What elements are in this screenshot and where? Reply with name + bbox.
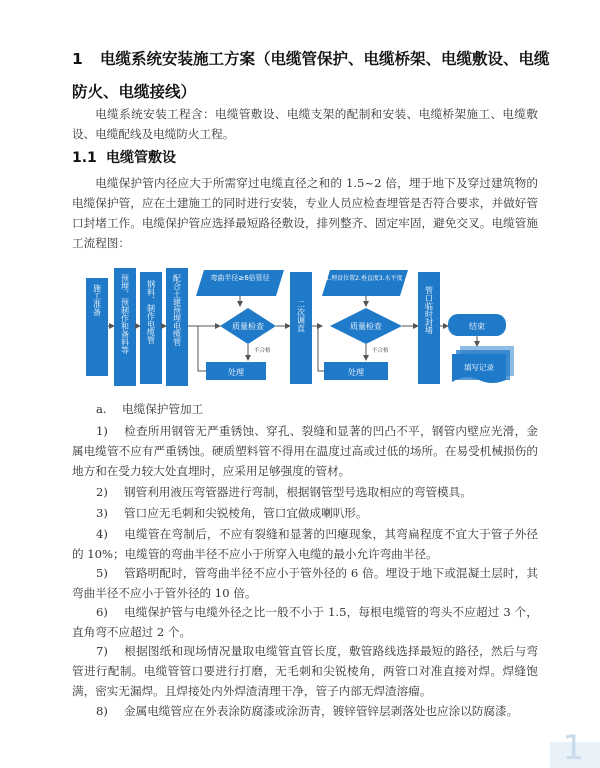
list-item: 4) 电缆管在弯制后，不应有裂缝和显著的凹瘪现象，其弯扁程度不宜大于管子外径的 10%；电缆管的弯曲半径不应小于所穿入电缆的最小允许弯曲半径。 bbox=[72, 527, 538, 561]
flow-check1-label: 质量检查 bbox=[232, 322, 264, 331]
heading-1-title: 电缆系统安装施工方案（电缆管保护、电缆桥架、电缆敷设、电缆防火、电缆接线） bbox=[72, 50, 550, 101]
flow-check2-label: 质量检查 bbox=[350, 322, 382, 331]
page-number: 1 bbox=[562, 728, 584, 768]
list-item: 1) 检查所用钢管无严重锈蚀、穿孔、裂缝和显著的凹凸不平，钢管内壁应光滑，金属电缆管不应有严重锈蚀。硬质塑料管不得用在温度过高或过低的场所。在易受机械损伤的地方和在受力较大处直埋时，应采用足够强度的管材。 bbox=[72, 424, 538, 478]
flow-start-label: 施工准备 bbox=[92, 284, 102, 316]
flow-end-label: 结束 bbox=[469, 322, 485, 331]
list-item: 5) 管路明配时，管弯曲半径不应小于管外径的 6 倍。埋设于地下或混凝土层时，其弯曲半径不应小于管外径的 10 倍。 bbox=[72, 566, 538, 600]
flow-seal-label: 管口临时封堵 bbox=[424, 286, 434, 334]
intro-paragraph: 电缆系统安装工程含：电缆管敷设、电缆支架的配制和安装、电缆桥架施工、电缆敷设、电缆配线及电缆防火工程。 bbox=[72, 107, 538, 141]
heading-1-number: 1 bbox=[72, 50, 83, 68]
flow-record-label: 填写记录 bbox=[464, 363, 494, 372]
subsection-a-label: a. bbox=[96, 402, 107, 416]
flow-bend-radius-label: 弯曲半径≥6倍管径 bbox=[210, 274, 270, 282]
list-item: 2) 钢管利用液压弯管器进行弯制，根据钢管型号选取相应的弯管模具。 bbox=[96, 485, 472, 499]
flow-col3-label: 钢料、制作电缆管 bbox=[146, 280, 156, 344]
flow-second-straighten-label: 二次调直 bbox=[296, 300, 306, 332]
flow-fail2-label: 不合格 bbox=[372, 348, 389, 354]
heading-2 bbox=[72, 147, 176, 167]
list-item: 7) 根据图纸和现场情况量取电缆管直管长度，敷管路线选择最短的路径，然后与弯管进行配制。电缆管管口要进行打磨，无毛刺和尖锐棱角，两管口对准直接对焊。焊缝饱满，密实无漏焊。且焊接处内外焊渣清理干净，管子内部无焊渣溶瘤。 bbox=[72, 644, 538, 698]
flow-col4-label: 配合土建预埋电缆管 bbox=[172, 274, 182, 346]
flow-handle1-label: 处理 bbox=[228, 368, 244, 377]
flow-handle2-label: 处理 bbox=[348, 368, 364, 377]
list-item: 8) 金属电缆管应在外表涂防腐漆或涂沥青，镀锌管锌层剥落处也应涂以防腐漆。 bbox=[96, 704, 519, 718]
list-item: 6) 电缆保护管与电缆外径之比一般不小于 1.5，每根电缆管的弯头不应超过 3 个，直角弯不应超过 2 个。 bbox=[72, 605, 538, 639]
flow-col2-label: 预埋、预制作和备料等 bbox=[120, 274, 130, 354]
heading-1 bbox=[72, 43, 552, 109]
body-paragraph: 电缆保护管内径应大于所需穿过电缆直径之和的 1.5~2 倍，埋于地下及穿过建筑物的电缆保护管，应在土建施工的同时进行安装，专业人员应检查埋管是否符合要求，并做好管口封堵工作。电缆保护管应选择最短路径敷设，排列整齐、固定牢固，避免交叉。电缆管施工流程图： bbox=[72, 176, 538, 250]
subsection-a bbox=[96, 401, 203, 417]
heading-2-title: 电缆管敷设 bbox=[106, 150, 176, 166]
flow-placement-box bbox=[322, 270, 408, 296]
heading-2-number: 1.1 bbox=[72, 150, 97, 166]
flow-fail1-label: 不合格 bbox=[254, 348, 271, 354]
list-item: 3) 管口应无毛刺和尖锐棱角，管口宜做成喇叭形。 bbox=[96, 506, 368, 520]
subsection-a-title: 电缆保护管加工 bbox=[122, 402, 204, 416]
flow-placement-label: 1.埋设位置2.垂直度3.水平度 bbox=[325, 275, 403, 282]
conduit-flowchart bbox=[84, 264, 524, 390]
